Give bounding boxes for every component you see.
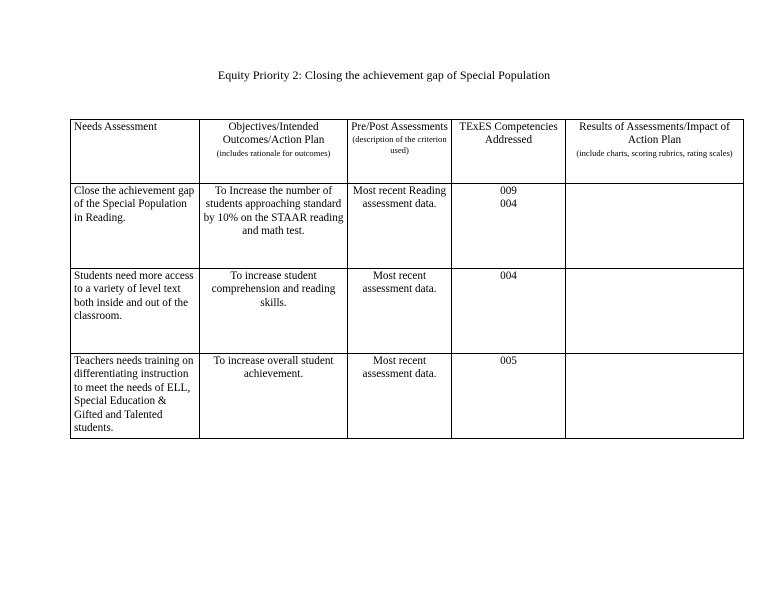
competencies-cell	[452, 269, 566, 354]
equity-plan-table	[70, 119, 744, 439]
header-note: (includes rationale for outcomes)	[216, 147, 331, 158]
header-needs-assessment	[71, 120, 200, 184]
header-objectives	[200, 120, 348, 184]
header-label: Results of Assessments/Impact of Action Plan	[579, 121, 730, 147]
objectives-cell: To Increase the number of students approaching standard by 10% on the STAAR reading and math test.	[200, 184, 348, 269]
objectives-cell: To increase overall student achievement.	[200, 354, 348, 439]
competency-code: 009	[500, 185, 517, 197]
needs-cell: Close the achievement gap of the Special Population in Reading.	[71, 184, 200, 269]
competency-code: 004	[500, 270, 517, 282]
header-note: (include charts, scoring rubrics, rating scales)	[576, 147, 733, 158]
header-label: Pre/Post Assessments	[351, 121, 448, 133]
competencies-cell	[452, 184, 566, 269]
header-label: TExES Competencies Addressed	[459, 121, 558, 147]
table-row	[71, 184, 744, 269]
results-cell	[566, 269, 744, 354]
competency-code: 005	[500, 355, 517, 367]
objectives-cell: To increase student comprehension and reading skills.	[200, 269, 348, 354]
header-label: Objectives/Intended Outcomes/Action Plan	[222, 121, 325, 147]
header-label: Needs Assessment	[74, 121, 157, 133]
header-pre-post-assessments	[348, 120, 452, 184]
needs-cell: Students need more access to a variety of level text both inside and out of the classroom.	[71, 269, 200, 354]
table-row	[71, 269, 744, 354]
document-title: Equity Priority 2: Closing the achievement gap of Special Population	[217, 68, 551, 82]
competency-code: 004	[500, 198, 517, 211]
assessments-cell: Most recent assessment data.	[348, 269, 452, 354]
header-texes-competencies	[452, 120, 566, 184]
needs-cell: Teachers needs training on differentiating instruction to meet the needs of ELL, Special Education & Gifted and Talented students.	[71, 354, 200, 439]
header-results	[566, 120, 744, 184]
assessments-cell: Most recent Reading assessment data.	[348, 184, 452, 269]
header-note: (description of the criterion used)	[352, 134, 447, 155]
table-header-row	[71, 120, 744, 184]
results-cell	[566, 184, 744, 269]
table-row	[71, 354, 744, 439]
results-cell	[566, 354, 744, 439]
assessments-cell: Most recent assessment data.	[348, 354, 452, 439]
competencies-cell	[452, 354, 566, 439]
